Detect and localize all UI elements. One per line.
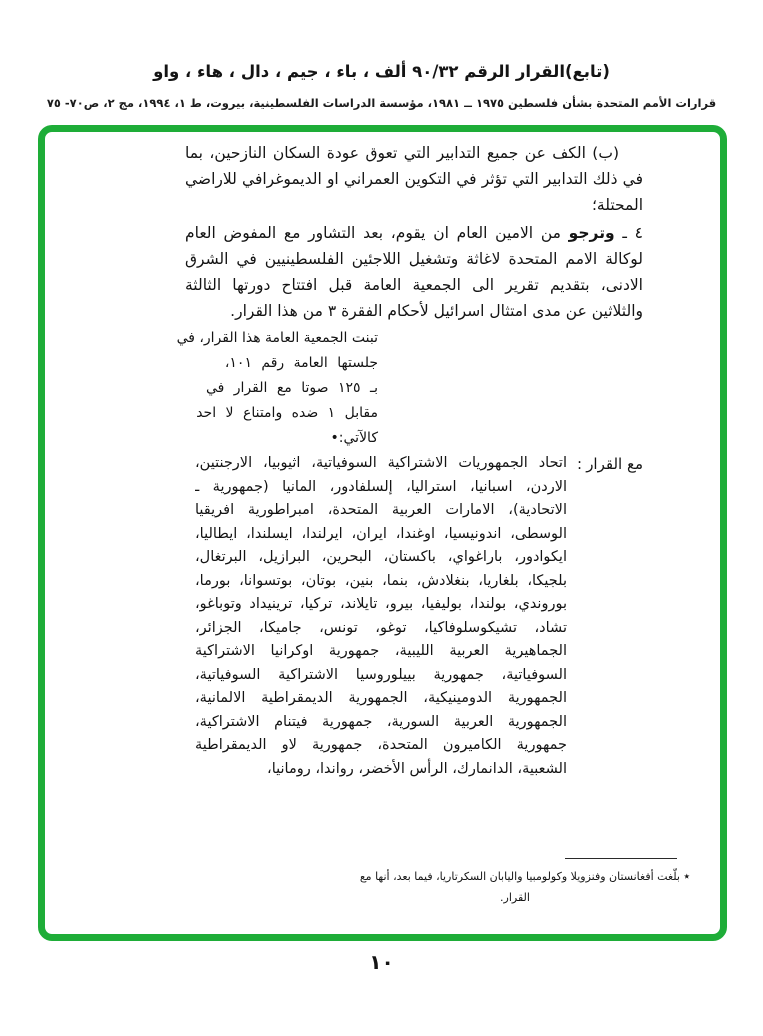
adoption-line: مقابل ١ ضده وامتناع لا احد [196, 405, 378, 421]
footnote-divider [565, 858, 677, 859]
vote-for-label [577, 452, 643, 476]
vote-for-label-colon: : [577, 455, 583, 473]
footnote [340, 866, 690, 908]
paragraph-4 [185, 220, 643, 326]
paragraph-4-number: ٤ ـ [614, 224, 643, 242]
paragraph-4-keyword: وترجو [568, 224, 615, 242]
adoption-line: تبنت الجمعية العامة هذا القرار، في [176, 330, 378, 346]
page-header-title: (تابع)القرار الرقم ٩٠/٣٢ ألف ، باء ، جيم ، دال ، هاء ، واو [153, 62, 610, 81]
paragraph-b: (ب) الكف عن جميع التدابير التي تعوق عودة السكان النازحين، بما في ذلك التدابير التي تؤثر في التكوين العمراني او الديموغرافي للاراضي المحتلة؛ [185, 144, 643, 214]
page-number: ١٠ [369, 950, 394, 974]
footnote-text: بلّغت أفغانستان وفنزويلا وكولومبيا واليابان السكرتاريا، فيما بعد، أنها مع [359, 870, 680, 883]
adoption-note [178, 326, 378, 451]
vote-for-label-text: مع القرار [586, 455, 643, 473]
adoption-line: جلستها العامة رقم ١٠١، [224, 355, 378, 371]
page-header-source: قرارات الأمم المتحدة بشأن فلسطين ١٩٧٥ ــ ١٩٨١، مؤسسة الدراسات الفلسطينية، بيروت، ط ١، ١٩٩٤، مج ٢، ص٧٠- ٧٥ [46, 96, 717, 110]
adoption-line: كالآتي:• [330, 430, 378, 446]
footnote-line [340, 866, 690, 887]
asterisk-icon: ٭ [683, 869, 690, 883]
countries-in-favour-list: اتحاد الجمهوريات الاشتراكية السوفياتية، اثيوبيا، الارجنتين، الاردن، اسبانيا، استراليا، إلسلفادور، المانيا (جمهورية ـ الاتحادية)، الامارات العربية المتحدة، امبراطورية افريقيا الوسطى، اندونيسيا، اوغندا، ايران، ايرلندا، ايسلندا، ايطاليا، ايكوادور، باراغواي، باكستان، البحرين، البرازيل، البرتغال، بلجيكا، بلغاريا، بنغلادش، بنما، بنين، بوتان، بوتسوانا، بورما، بوروندي، بولندا، بوليفيا، بيرو، تايلاند، تركيا، ترينيداد وتوباغو، تشاد، تشيكوسلوفاكيا، توغو، تونس، جاميكا، الجزائر، الجماهيرية العربية الليبية، جمهورية اوكرانيا الاشتراكية السوفياتية، جمهورية بييلوروسيا الاشتراكية السوفياتية، الجمهورية الدومينيكية، الجمهورية الديمقراطية الالمانية، الجمهورية العربية السورية، جمهورية فيتنام الاشتراكية، جمهورية الكاميرون المتحدة، جمهورية لاو الديمقراطية الشعبية، الدانمارك، الرأس الأخضر، رواندا، رومانيا، [195, 455, 567, 777]
paragraph-4-text: من الامين العام ان يقوم، بعد التشاور مع المفوض العام لوكالة الامم المتحدة لاغاثة وتشغيل اللاجئين الفلسطينيين في الشرق الادنى، بتقديم تقرير الى الجمعية العامة قبل افتتاح دورتها الثالثة والثلاثين عن مدى امتثال اسرائيل لأحكام الفقرة ٣ من هذا القرار. [185, 224, 643, 320]
footnote-line: القرار. [500, 891, 530, 904]
adoption-line: بـ ١٢٥ صوتا مع القرار في [205, 380, 378, 396]
